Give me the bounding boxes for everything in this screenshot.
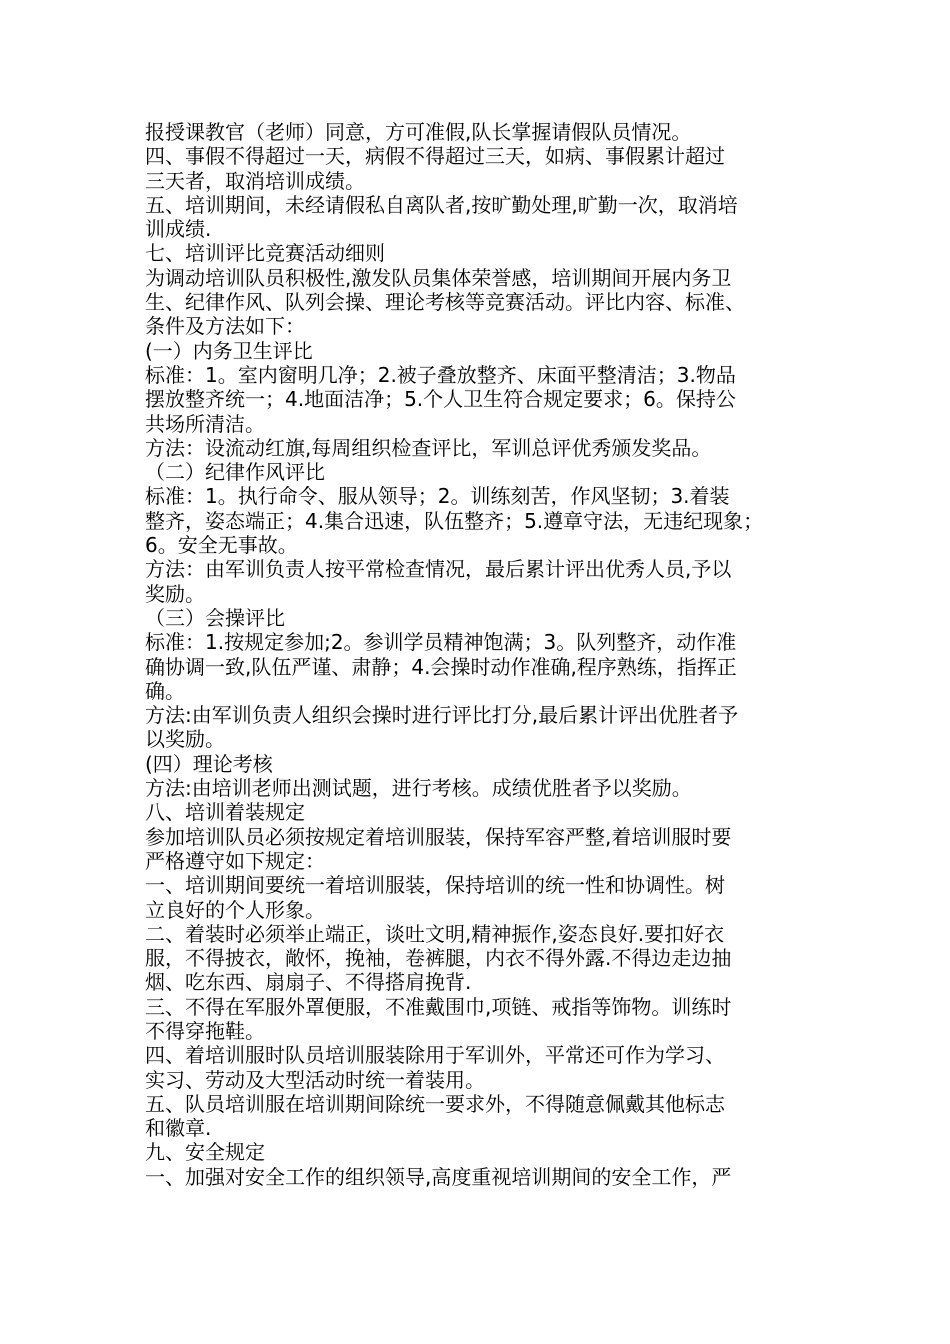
text-line: 条件及方法如下： (145, 314, 305, 339)
subsection-heading: (四）理论考核 (145, 751, 273, 776)
subsection-heading: （二）纪律作风评比 (145, 460, 325, 485)
section-heading: 八、培训着装规定 (145, 800, 305, 825)
text-line: 一、加强对安全工作的组织领导,高度重视培训期间的安全工作，严 (145, 1164, 732, 1189)
text-line: 参加培训队员必须按规定着培训服装，保持军容严整,着培训服时要 (145, 824, 732, 849)
text-line: 不得穿拖鞋。 (145, 1018, 265, 1043)
text-line: 方法:由军训负责人组织会操时进行评比打分,最后累计评出优胜者予 (145, 703, 739, 728)
text-line: 四、着培训服时队员培训服装除用于军训外，平常还可作为学习、 (145, 1043, 725, 1068)
text-line: 三天者，取消培训成绩。 (145, 168, 365, 193)
text-line: 标准：1。室内窗明几净；2.被子叠放整齐、床面平整清洁；3.物品 (145, 362, 736, 387)
text-line: 二、着装时必须举止端正，谈吐文明,精神振作,姿态良好.要扣好衣 (145, 921, 725, 946)
text-line: 烟、吃东西、扇扇子、不得搭肩挽背. (145, 970, 472, 995)
text-line: 标准：1。执行命令、服从领导；2。训练刻苦，作风坚韧；3.着装 (145, 484, 730, 509)
subsection-heading: (一）内务卫生评比 (145, 338, 313, 363)
text-line: 训成绩. (145, 217, 212, 242)
text-line: 为调动培训队员积极性,激发队员集体荣誉感，培训期间开展内务卫 (145, 265, 732, 290)
document-page (145, 120, 825, 1189)
text-line: 确。 (145, 678, 185, 703)
text-line: 方法：设流动红旗,每周组织检查评比，军训总评优秀颁发奖品。 (145, 435, 712, 460)
text-line: 生、纪律作风、队列会操、理论考核等竞赛活动。评比内容、标准、 (145, 290, 745, 315)
text-line: 和徽章. (145, 1116, 212, 1141)
text-line: 整齐，姿态端正；4.集合迅速，队伍整齐；5.遵章守法，无违纪现象； (145, 508, 764, 533)
text-line: 一、培训期间要统一着培训服装，保持培训的统一性和协调性。树 (145, 873, 725, 898)
section-heading: 九、安全规定 (145, 1140, 265, 1165)
text-line: 报授课教官（老师）同意，方可准假,队长掌握请假队员情况。 (145, 120, 692, 144)
text-line: 确协调一致,队伍严谨、肃静；4.会操时动作准确,程序熟练，指挥正 (145, 654, 737, 679)
text-line: 三、不得在军服外罩便服，不准戴围巾,项链、戒指等饰物。训练时 (145, 994, 732, 1019)
text-line: 严格遵守如下规定： (145, 848, 325, 873)
text-line: 共场所清洁。 (145, 411, 265, 436)
text-line: 实习、劳动及大型活动时统一着装用。 (145, 1067, 485, 1092)
text-line: 五、队员培训服在培训期间除统一要求外，不得随意佩戴其他标志 (145, 1091, 725, 1116)
text-line: 立良好的个人形象。 (145, 897, 325, 922)
text-line: 标准：1.按规定参加;2。参训学员精神饱满；3。队列整齐，动作准 (145, 630, 737, 655)
text-line: 方法:由培训老师出测试题，进行考核。成绩优胜者予以奖励。 (145, 776, 692, 801)
section-heading: 七、培训评比竞赛活动细则 (145, 241, 385, 266)
text-line: 6。安全无事故。 (145, 533, 298, 558)
text-line: 五、培训期间，未经请假私自离队者,按旷勤处理,旷勤一次，取消培 (145, 192, 738, 217)
text-line: 服，不得披衣，敞怀，挽袖，卷裤腿，内衣不得外露.不得边走边抽 (145, 946, 732, 971)
text-line: 摆放整齐统一；4.地面洁净；5.个人卫生符合规定要求；6。保持公 (145, 387, 736, 412)
text-line: 方法：由军训负责人按平常检查情况，最后累计评出优秀人员,予以 (145, 557, 732, 582)
text-line: 四、事假不得超过一天，病假不得超过三天，如病、事假累计超过 (145, 144, 725, 169)
text-line: 奖励。 (145, 581, 205, 606)
text-line: 以奖励。 (145, 727, 225, 752)
subsection-heading: （三）会操评比 (145, 605, 285, 630)
